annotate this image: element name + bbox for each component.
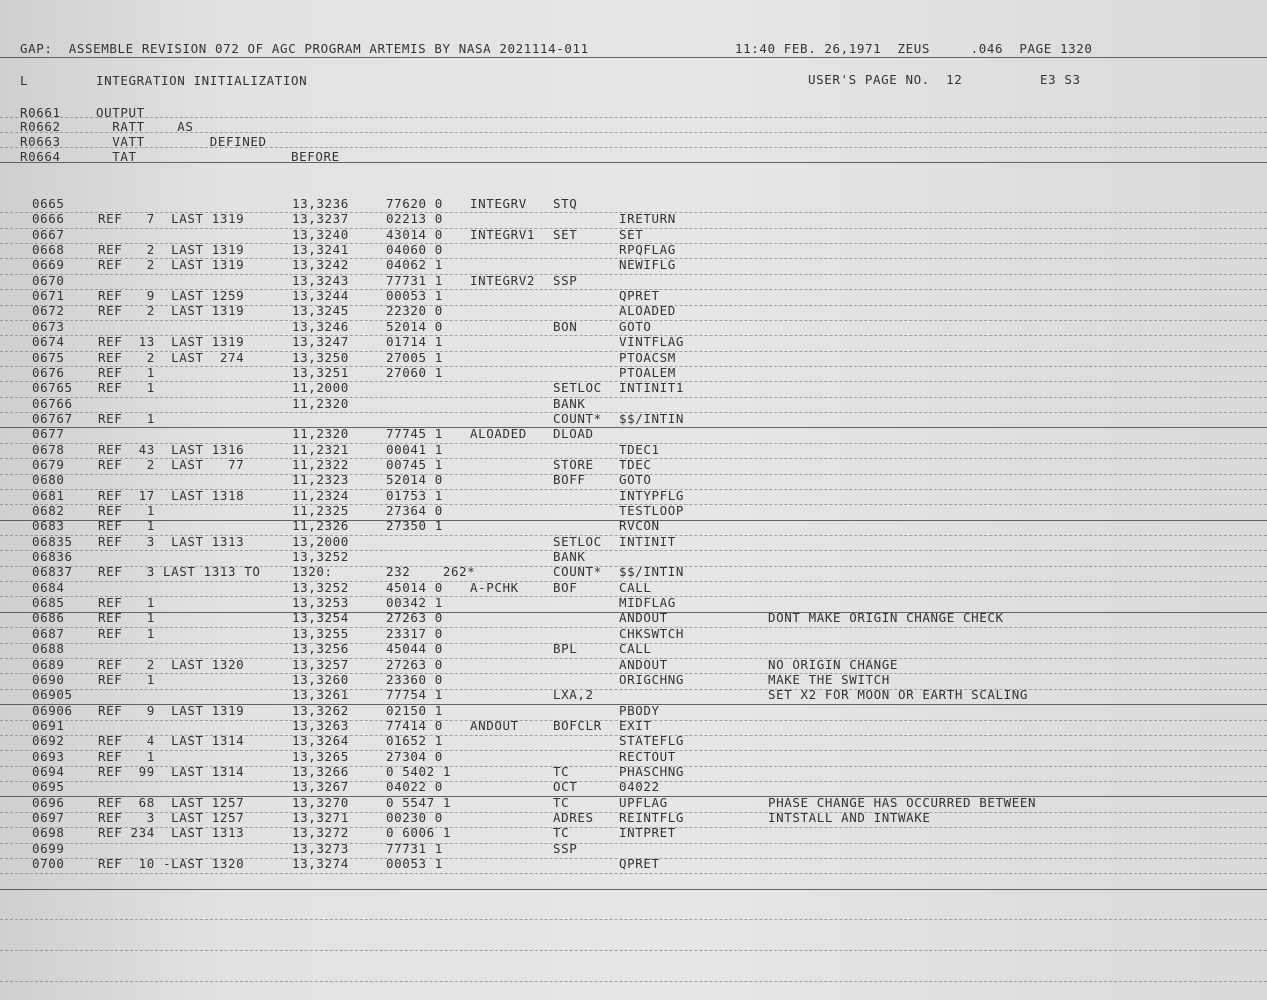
ruled-line xyxy=(0,627,1267,628)
ruled-line xyxy=(0,117,1267,118)
address: 13,3271 xyxy=(292,810,349,825)
operand: MIDFLAG xyxy=(619,595,676,610)
line-number: 0693 xyxy=(32,749,65,764)
address: 13,3261 xyxy=(292,687,349,702)
address: 13,3241 xyxy=(292,242,349,257)
ruled-line xyxy=(0,858,1267,859)
octal-code: 77754 1 xyxy=(386,687,443,702)
ruled-line xyxy=(0,596,1267,597)
octal-code: 52014 0 xyxy=(386,472,443,487)
operand: CALL xyxy=(619,580,652,595)
ruled-line xyxy=(0,351,1267,352)
comment: DONT MAKE ORIGIN CHANGE CHECK xyxy=(768,610,1004,625)
ruled-line xyxy=(0,550,1267,551)
ruled-line xyxy=(0,843,1267,844)
ruled-line xyxy=(0,781,1267,782)
operand: RECTOUT xyxy=(619,749,676,764)
octal-code: 01753 1 xyxy=(386,488,443,503)
operand: PBODY xyxy=(619,703,660,718)
opcode: SSP xyxy=(553,841,578,856)
octal-code: 04062 1 xyxy=(386,257,443,272)
address: 13,3252 xyxy=(292,549,349,564)
address: 11,2320 xyxy=(292,396,349,411)
address: 13,3243 xyxy=(292,273,349,288)
ruled-line xyxy=(0,132,1267,133)
line-number: 0666 xyxy=(32,211,65,226)
ruled-line xyxy=(0,520,1267,521)
comment-line-number: R0664 xyxy=(20,149,61,164)
opcode: BOF xyxy=(553,580,578,595)
ruled-line xyxy=(0,427,1267,428)
operand: GOTO xyxy=(619,319,652,334)
address: 11,2324 xyxy=(292,488,349,503)
address: 13,3251 xyxy=(292,365,349,380)
address: 13,3247 xyxy=(292,334,349,349)
ruled-line xyxy=(0,873,1267,874)
ruled-line xyxy=(0,658,1267,659)
address: 13,3250 xyxy=(292,350,349,365)
ruled-line xyxy=(0,243,1267,244)
operand: EXIT xyxy=(619,718,652,733)
operand: PTOALEM xyxy=(619,365,676,380)
octal-code: 27304 0 xyxy=(386,749,443,764)
ruled-line xyxy=(0,162,1267,163)
address: 13,3270 xyxy=(292,795,349,810)
ref-info: REF 68 LAST 1257 xyxy=(98,795,245,810)
ref-info: REF 1 xyxy=(98,411,155,426)
octal-code: 00053 1 xyxy=(386,856,443,871)
opcode: BANK xyxy=(553,549,586,564)
line-number: 0683 xyxy=(32,518,65,533)
operand: INTYPFLG xyxy=(619,488,685,503)
ruled-line xyxy=(0,612,1267,613)
operand: 04022 xyxy=(619,779,660,794)
line-number: 0689 xyxy=(32,657,65,672)
ref-info: REF 43 LAST 1316 xyxy=(98,442,245,457)
octal-code: 27263 0 xyxy=(386,610,443,625)
address: 13,3266 xyxy=(292,764,349,779)
ref-info: REF 2 LAST 1320 xyxy=(98,657,245,672)
opcode: STORE xyxy=(553,457,594,472)
line-number: 0676 xyxy=(32,365,65,380)
ref-info: REF 17 LAST 1318 xyxy=(98,488,245,503)
line-number: 0685 xyxy=(32,595,65,610)
ref-info: REF 3 LAST 1257 xyxy=(98,810,245,825)
opcode: BOFCLR xyxy=(553,718,602,733)
ruled-line xyxy=(0,366,1267,367)
section-code: L xyxy=(20,73,29,88)
label: INTEGRV2 xyxy=(470,273,536,288)
line-number: 0673 xyxy=(32,319,65,334)
octal-code: 77731 1 xyxy=(386,841,443,856)
operand: QPRET xyxy=(619,856,660,871)
line-number: 0686 xyxy=(32,610,65,625)
operand: ALOADED xyxy=(619,303,676,318)
address: 13,3256 xyxy=(292,641,349,656)
opcode: BOFF xyxy=(553,472,586,487)
line-number: 0677 xyxy=(32,426,65,441)
octal-code: 77745 1 xyxy=(386,426,443,441)
comment-line-text: VATT DEFINED xyxy=(96,134,267,149)
address: 13,3272 xyxy=(292,825,349,840)
opcode: SET xyxy=(553,227,578,242)
address: 13,3236 xyxy=(292,196,349,211)
ref-info: REF 4 LAST 1314 xyxy=(98,733,245,748)
address: 13,3253 xyxy=(292,595,349,610)
line-number: 06837 xyxy=(32,564,73,579)
address: 13,3237 xyxy=(292,211,349,226)
section-title: INTEGRATION INITIALIZATION xyxy=(96,73,308,88)
ref-info: REF 1 xyxy=(98,518,155,533)
comment-line-text: TAT BEFORE xyxy=(96,149,340,164)
ruled-line xyxy=(0,643,1267,644)
address: 13,3274 xyxy=(292,856,349,871)
operand: CALL xyxy=(619,641,652,656)
ref-info: REF 7 LAST 1319 xyxy=(98,211,245,226)
operand: $$/INTIN xyxy=(619,411,685,426)
address: 13,3244 xyxy=(292,288,349,303)
ruled-line xyxy=(0,812,1267,813)
header-rule xyxy=(0,57,1267,58)
opcode: STQ xyxy=(553,196,578,211)
ruled-line xyxy=(0,504,1267,505)
operand: STATEFLG xyxy=(619,733,685,748)
opcode: DLOAD xyxy=(553,426,594,441)
opcode: BPL xyxy=(553,641,578,656)
ruled-line xyxy=(0,535,1267,536)
address: 13,3260 xyxy=(292,672,349,687)
octal-code: 77620 0 xyxy=(386,196,443,211)
comment-line-text: RATT AS xyxy=(96,119,194,134)
operand: QPRET xyxy=(619,288,660,303)
octal-code: 27060 1 xyxy=(386,365,443,380)
line-number: 0697 xyxy=(32,810,65,825)
octal-code: 01652 1 xyxy=(386,733,443,748)
ruled-line xyxy=(0,919,1267,920)
operand: INTINIT1 xyxy=(619,380,685,395)
comment: SET X2 FOR MOON OR EARTH SCALING xyxy=(768,687,1029,702)
operand: PTOACSM xyxy=(619,350,676,365)
operand: ANDOUT xyxy=(619,610,668,625)
ref-info: REF 3 LAST 1313 xyxy=(98,534,245,549)
ruled-line xyxy=(0,320,1267,321)
operand: NEWIFLG xyxy=(619,257,676,272)
ruled-line xyxy=(0,489,1267,490)
octal-code: 27350 1 xyxy=(386,518,443,533)
address: 11,2000 xyxy=(292,380,349,395)
line-number: 0674 xyxy=(32,334,65,349)
opcode: COUNT* xyxy=(553,411,602,426)
ref-info: REF 2 LAST 274 xyxy=(98,350,245,365)
line-number: 0671 xyxy=(32,288,65,303)
ruled-line xyxy=(0,147,1267,148)
ref-info: REF 9 LAST 1259 xyxy=(98,288,245,303)
comment: INTSTALL AND INTWAKE xyxy=(768,810,931,825)
operand: TESTLOOP xyxy=(619,503,685,518)
address: 13,3246 xyxy=(292,319,349,334)
operand: GOTO xyxy=(619,472,652,487)
octal-code: 27263 0 xyxy=(386,657,443,672)
octal-code: 00041 1 xyxy=(386,442,443,457)
octal-code: 27005 1 xyxy=(386,350,443,365)
ruled-line xyxy=(0,673,1267,674)
address: 13,3245 xyxy=(292,303,349,318)
octal-code: 02150 1 xyxy=(386,703,443,718)
comment: NO ORIGIN CHANGE xyxy=(768,657,899,672)
opcode: TC xyxy=(553,764,570,779)
operand: RPQFLAG xyxy=(619,242,676,257)
ruled-line xyxy=(0,412,1267,413)
opcode: OCT xyxy=(553,779,578,794)
opcode: SSP xyxy=(553,273,578,288)
address: 11,2320 xyxy=(292,426,349,441)
ruled-line xyxy=(0,735,1267,736)
ref-info: REF 1 xyxy=(98,626,155,641)
octal-code: 00745 1 xyxy=(386,457,443,472)
comment-line-number: R0662 xyxy=(20,119,61,134)
ref-info: REF 1 xyxy=(98,610,155,625)
opcode: TC xyxy=(553,795,570,810)
address: 13,3252 xyxy=(292,580,349,595)
ref-info: REF 1 xyxy=(98,380,155,395)
header-right: 11:40 FEB. 26,1971 ZEUS .046 PAGE 1320 xyxy=(735,41,1093,56)
address: 13,3240 xyxy=(292,227,349,242)
ruled-line xyxy=(0,474,1267,475)
comment: MAKE THE SWITCH xyxy=(768,672,890,687)
octal-code: 45014 0 xyxy=(386,580,443,595)
ruled-line xyxy=(0,581,1267,582)
octal-code: 04060 0 xyxy=(386,242,443,257)
address: 13,3265 xyxy=(292,749,349,764)
ref-info: REF 10 -LAST 1320 xyxy=(98,856,245,871)
ref-info: REF 13 LAST 1319 xyxy=(98,334,245,349)
ruled-line xyxy=(0,443,1267,444)
ruled-line xyxy=(0,381,1267,382)
ref-info: REF 2 LAST 1319 xyxy=(98,303,245,318)
ref-info: REF 1 xyxy=(98,595,155,610)
octal-code: 77414 0 xyxy=(386,718,443,733)
address: 1320: xyxy=(292,564,333,579)
ruled-line xyxy=(0,981,1267,982)
line-number: 0668 xyxy=(32,242,65,257)
ref-info: REF 9 LAST 1319 xyxy=(98,703,245,718)
line-number: 0667 xyxy=(32,227,65,242)
ref-info: REF 3 LAST 1313 TO xyxy=(98,564,261,579)
octal-code: 45044 0 xyxy=(386,641,443,656)
octal-code: 0 5547 1 xyxy=(386,795,452,810)
line-number: 0700 xyxy=(32,856,65,871)
opcode: LXA,2 xyxy=(553,687,594,702)
line-number: 0665 xyxy=(32,196,65,211)
operand: PHASCHNG xyxy=(619,764,685,779)
label: ALOADED xyxy=(470,426,527,441)
address: 13,3273 xyxy=(292,841,349,856)
address: 13,3257 xyxy=(292,657,349,672)
ruled-line xyxy=(0,950,1267,951)
line-number: 06766 xyxy=(32,396,73,411)
comment-line-text: OUTPUT xyxy=(96,105,145,120)
operand: INTPRET xyxy=(619,825,676,840)
line-number: 0678 xyxy=(32,442,65,457)
ruled-line xyxy=(0,258,1267,259)
line-number: 06836 xyxy=(32,549,73,564)
ref-info: REF 1 xyxy=(98,749,155,764)
ref-info: REF 99 LAST 1314 xyxy=(98,764,245,779)
line-number: 06767 xyxy=(32,411,73,426)
octal-code: 0 5402 1 xyxy=(386,764,452,779)
line-number: 0695 xyxy=(32,779,65,794)
address: 13,3263 xyxy=(292,718,349,733)
line-number: 06765 xyxy=(32,380,73,395)
line-number: 0694 xyxy=(32,764,65,779)
operand: TDEC xyxy=(619,457,652,472)
address: 11,2322 xyxy=(292,457,349,472)
address: 11,2325 xyxy=(292,503,349,518)
address: 13,3264 xyxy=(292,733,349,748)
ruled-line xyxy=(0,335,1267,336)
octal-code: 27364 0 xyxy=(386,503,443,518)
ruled-line xyxy=(0,827,1267,828)
line-number: 0675 xyxy=(32,350,65,365)
address: 13,3267 xyxy=(292,779,349,794)
operand: RVCON xyxy=(619,518,660,533)
opcode: TC xyxy=(553,825,570,840)
octal-code: 52014 0 xyxy=(386,319,443,334)
line-number: 0682 xyxy=(32,503,65,518)
line-number: 0681 xyxy=(32,488,65,503)
ref-info: REF 1 xyxy=(98,503,155,518)
line-number: 0680 xyxy=(32,472,65,487)
octal-code: 04022 0 xyxy=(386,779,443,794)
address: 13,3254 xyxy=(292,610,349,625)
operand: REINTFLG xyxy=(619,810,685,825)
comment: PHASE CHANGE HAS OCCURRED BETWEEN xyxy=(768,795,1037,810)
octal-code: 77731 1 xyxy=(386,273,443,288)
ruled-line xyxy=(0,720,1267,721)
opcode: ADRES xyxy=(553,810,594,825)
octal-code: 00053 1 xyxy=(386,288,443,303)
octal-code: 00342 1 xyxy=(386,595,443,610)
ruled-line xyxy=(0,274,1267,275)
operand: INTINIT xyxy=(619,534,676,549)
comment-line-number: R0661 xyxy=(20,105,61,120)
ref-info: REF 2 LAST 1319 xyxy=(98,257,245,272)
address: 11,2323 xyxy=(292,472,349,487)
ref-info: REF 234 LAST 1313 xyxy=(98,825,245,840)
opcode: SETLOC xyxy=(553,380,602,395)
operand: TDEC1 xyxy=(619,442,660,457)
header-left: GAP: ASSEMBLE REVISION 072 OF AGC PROGRAM ARTEMIS BY NASA 2021114-011 xyxy=(20,41,589,56)
line-number: 06906 xyxy=(32,703,73,718)
operand: SET xyxy=(619,227,644,242)
operand: ANDOUT xyxy=(619,657,668,672)
line-number: 0672 xyxy=(32,303,65,318)
ruled-line xyxy=(0,766,1267,767)
line-number: 0688 xyxy=(32,641,65,656)
ref-info: REF 2 LAST 77 xyxy=(98,457,245,472)
ruled-line xyxy=(0,750,1267,751)
page-code: E3 S3 xyxy=(1040,72,1081,87)
line-number: 0699 xyxy=(32,841,65,856)
ruled-line xyxy=(0,397,1267,398)
ruled-line xyxy=(0,212,1267,213)
line-number: 0698 xyxy=(32,825,65,840)
line-number: 06905 xyxy=(32,687,73,702)
operand: VINTFLAG xyxy=(619,334,685,349)
ruled-line xyxy=(0,305,1267,306)
octal-code: 232 262* xyxy=(386,564,476,579)
ruled-line xyxy=(0,796,1267,797)
octal-code: 43014 0 xyxy=(386,227,443,242)
octal-code: 23317 0 xyxy=(386,626,443,641)
address: 13,3242 xyxy=(292,257,349,272)
ruled-line xyxy=(0,566,1267,567)
address: 13,3262 xyxy=(292,703,349,718)
ruled-line xyxy=(0,689,1267,690)
ruled-line xyxy=(0,704,1267,705)
address: 11,2321 xyxy=(292,442,349,457)
opcode: BANK xyxy=(553,396,586,411)
operand: CHKSWTCH xyxy=(619,626,685,641)
octal-code: 00230 0 xyxy=(386,810,443,825)
line-number: 0684 xyxy=(32,580,65,595)
octal-code: 01714 1 xyxy=(386,334,443,349)
line-number: 0670 xyxy=(32,273,65,288)
ruled-line xyxy=(0,228,1267,229)
ruled-line xyxy=(0,889,1267,890)
line-number: 0690 xyxy=(32,672,65,687)
ref-info: REF 2 LAST 1319 xyxy=(98,242,245,257)
line-number: 0669 xyxy=(32,257,65,272)
line-number: 0687 xyxy=(32,626,65,641)
label: INTEGRV xyxy=(470,196,527,211)
line-number: 0691 xyxy=(32,718,65,733)
label: ANDOUT xyxy=(470,718,519,733)
operand: UPFLAG xyxy=(619,795,668,810)
line-number: 0692 xyxy=(32,733,65,748)
label: INTEGRV1 xyxy=(470,227,536,242)
ref-info: REF 1 xyxy=(98,365,155,380)
users-page-number: USER'S PAGE NO. 12 xyxy=(808,72,963,87)
comment-line-number: R0663 xyxy=(20,134,61,149)
opcode: BON xyxy=(553,319,578,334)
operand: IRETURN xyxy=(619,211,676,226)
octal-code: 22320 0 xyxy=(386,303,443,318)
opcode: SETLOC xyxy=(553,534,602,549)
opcode: COUNT* xyxy=(553,564,602,579)
label: A-PCHK xyxy=(470,580,519,595)
line-number: 0696 xyxy=(32,795,65,810)
line-number: 0679 xyxy=(32,457,65,472)
address: 11,2326 xyxy=(292,518,349,533)
address: 13,2000 xyxy=(292,534,349,549)
octal-code: 23360 0 xyxy=(386,672,443,687)
ruled-line xyxy=(0,289,1267,290)
operand: ORIGCHNG xyxy=(619,672,685,687)
octal-code: 02213 0 xyxy=(386,211,443,226)
octal-code: 0 6006 1 xyxy=(386,825,452,840)
line-number: 06835 xyxy=(32,534,73,549)
address: 13,3255 xyxy=(292,626,349,641)
operand: $$/INTIN xyxy=(619,564,685,579)
ruled-line xyxy=(0,458,1267,459)
ref-info: REF 1 xyxy=(98,672,155,687)
